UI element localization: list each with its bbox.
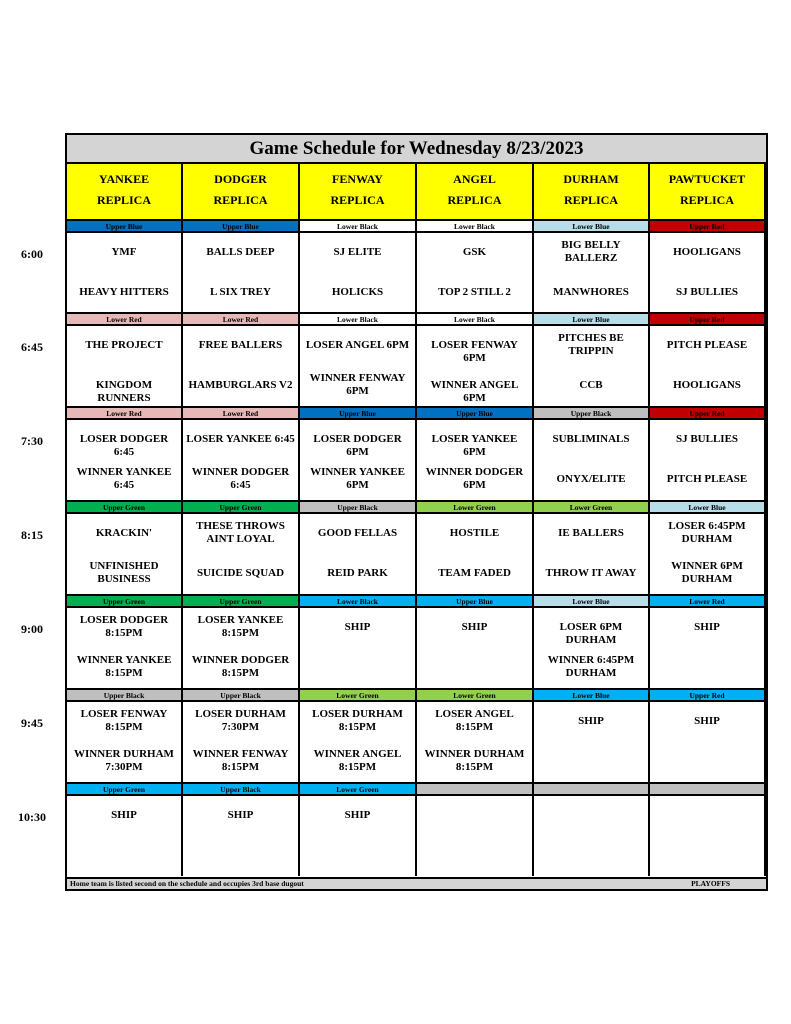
game-cell [417,702,534,782]
column-header [183,164,300,219]
team-top: SUBLIMINALS [552,433,630,445]
team-top: LOSER 6PM DURHAM [559,621,623,646]
field-label: Lower Red [650,594,766,608]
team-top: SHIP [344,621,371,633]
page-title: Game Schedule for Wednesday 8/23/2023 [67,135,766,164]
game-cell [534,514,650,594]
field-label: Upper Blue [417,594,534,608]
team-bottom: WINNER DODGER 8:15PM [191,654,290,679]
team-bottom: WINNER FENWAY 8:15PM [192,748,289,773]
team-bottom: PITCH PLEASE [666,473,748,485]
team-top: LOSER YANKEE 8:15PM [197,614,284,639]
field-label: Upper Blue [183,219,300,233]
field-label: Upper Blue [417,406,534,420]
team-bottom: SUICIDE SQUAD [196,567,285,579]
team-top: LOSER DURHAM 8:15PM [312,708,403,733]
game-cell [417,326,534,406]
game-cell [67,326,183,406]
footer-bar [67,877,766,889]
team-top: HOOLIGANS [673,246,741,258]
game-cell [300,702,417,782]
team-top: KRACKIN' [95,527,153,539]
field-label: Lower Red [183,312,300,326]
team-top: BIG BELLY BALLERZ [561,239,621,264]
game-cell [650,608,766,688]
game-cell [67,608,183,688]
field-label: Lower Green [300,782,417,796]
time-label: 10:30 [18,810,46,824]
footer-note: Home team is listed second on the schedule and occupies 3rd base dugout [70,879,304,888]
team-bottom: WINNER ANGEL 6PM [430,379,519,404]
game-cell [300,514,417,594]
team-top: THE PROJECT [85,339,163,351]
field-label: Upper Green [67,782,183,796]
team-top: SHIP [344,809,371,821]
team-bottom: MANWHORES [553,286,629,298]
team-top: HOSTILE [449,527,500,539]
team-top: LOSER YANKEE 6PM [431,433,518,458]
team-top: SJ BULLIES [675,433,739,445]
time-label: 6:00 [21,247,43,261]
team-bottom: KINGDOM RUNNERS [95,379,153,404]
column-header-sub: REPLICA [447,193,502,207]
team-top: GOOD FELLAS [317,527,398,539]
column-header-sub: REPLICA [96,193,151,207]
team-bottom: WINNER YANKEE 8:15PM [76,654,172,679]
field-label: Lower Black [417,219,534,233]
team-bottom: WINNER DODGER 6PM [425,466,524,491]
team-top: LOSER FENWAY 6PM [431,339,518,364]
team-bottom: TOP 2 STILL 2 [438,286,511,298]
field-label: Lower Green [417,500,534,514]
time-label: 9:00 [21,622,43,636]
game-cell [650,796,766,876]
team-bottom: WINNER 6:45PM DURHAM [547,654,635,679]
team-bottom: SJ BULLIES [675,286,739,298]
team-top: SHIP [227,809,254,821]
field-label [534,782,650,796]
team-bottom: REID PARK [327,567,388,579]
field-label: Lower Red [67,312,183,326]
game-cell [300,796,417,876]
field-label: Upper Blue [300,406,417,420]
team-top: PITCH PLEASE [666,339,748,351]
footer-playoffs: PLAYOFFS [691,879,730,888]
game-cell [183,514,300,594]
column-header-name: YANKEE [98,172,150,186]
field-label: Lower Green [417,688,534,702]
team-top: GSK [462,246,487,258]
column-header-name: FENWAY [332,172,383,186]
team-top: LOSER ANGEL 6PM [305,339,410,351]
game-cell [650,420,766,500]
team-bottom: CCB [579,379,603,391]
field-label: Lower Green [300,688,417,702]
team-bottom: WINNER DURHAM 8:15PM [424,748,525,773]
field-label: Lower Blue [534,688,650,702]
game-cell [534,608,650,688]
game-cell [183,796,300,876]
field-label [417,782,534,796]
team-top: LOSER DODGER 6:45 [79,433,169,458]
game-cell [183,420,300,500]
time-label: 7:30 [21,434,43,448]
team-top: LOSER YANKEE 6:45 [186,433,295,445]
field-label: Lower Green [534,500,650,514]
team-top: SJ ELITE [333,246,382,258]
field-label: Upper Black [300,500,417,514]
field-label: Upper Red [650,688,766,702]
game-cell [183,608,300,688]
field-label: Lower Blue [534,594,650,608]
field-label: Upper Green [183,500,300,514]
team-bottom: ONYX/ELITE [556,473,626,485]
column-header-name: PAWTUCKET [668,172,746,186]
field-label: Upper Black [183,782,300,796]
game-cell [67,796,183,876]
team-bottom: HOOLIGANS [673,379,741,391]
team-bottom: WINNER DODGER 6:45 [191,466,290,491]
column-header [534,164,650,219]
team-top: LOSER DODGER 8:15PM [79,614,169,639]
time-label: 6:45 [21,340,43,354]
field-label: Upper Black [67,688,183,702]
team-bottom: WINNER DURHAM 7:30PM [74,748,174,773]
field-label: Lower Black [417,312,534,326]
game-cell [417,796,534,876]
game-cell [300,233,417,313]
time-label: 9:45 [21,716,43,730]
field-label: Lower Black [300,312,417,326]
team-bottom: HEAVY HITTERS [79,286,169,298]
game-cell [534,233,650,313]
team-top: SHIP [578,715,604,727]
game-cell [300,420,417,500]
column-header [417,164,534,219]
game-cell [534,326,650,406]
column-header-sub: REPLICA [563,193,618,207]
team-top: SHIP [111,809,137,821]
column-header [300,164,417,219]
field-label: Upper Red [650,219,766,233]
team-bottom: WINNER FENWAY 6PM [309,372,406,397]
team-top: BALLS DEEP [206,246,275,258]
game-cell [650,326,766,406]
game-cell [67,420,183,500]
field-label: Lower Black [300,594,417,608]
game-cell [67,702,183,782]
team-bottom: WINNER ANGEL 8:15PM [313,748,402,773]
column-header-name: ANGEL [453,172,496,186]
column-header [67,164,183,219]
game-cell [183,702,300,782]
field-label: Upper Blue [67,219,183,233]
field-label: Lower Black [300,219,417,233]
team-top: LOSER FENWAY 8:15PM [80,708,168,733]
team-bottom: HOLICKS [331,286,384,298]
column-header-name: DURHAM [563,172,619,186]
game-cell [183,233,300,313]
time-label: 8:15 [21,528,43,542]
team-bottom: WINNER YANKEE 6:45 [76,466,172,491]
game-cell [417,608,534,688]
game-cell [183,326,300,406]
column-header-name: DODGER [214,172,267,186]
team-top: IE BALLERS [558,527,624,539]
column-header-sub: REPLICA [330,193,385,207]
team-bottom: L SIX TREY [210,286,271,298]
game-cell [417,514,534,594]
column-header-sub: REPLICA [679,193,734,207]
game-cell [417,420,534,500]
team-top: LOSER DODGER 6PM [313,433,402,458]
game-cell [650,233,766,313]
field-label: Lower Blue [534,312,650,326]
field-label: Upper Black [183,688,300,702]
field-label: Lower Red [183,406,300,420]
team-top: FREE BALLERS [198,339,283,351]
column-header-sub: REPLICA [213,193,268,207]
field-label: Lower Blue [534,219,650,233]
game-cell [67,233,183,313]
field-label: Lower Red [67,406,183,420]
team-top: LOSER ANGEL 8:15PM [435,708,514,733]
field-label: Upper Red [650,406,766,420]
team-bottom: THROW IT AWAY [545,567,637,579]
game-cell [534,420,650,500]
game-cell [650,702,766,782]
team-top: LOSER DURHAM 7:30PM [195,708,286,733]
column-header [650,164,766,219]
team-bottom: WINNER 6PM DURHAM [671,560,743,585]
game-cell [534,702,650,782]
team-top: PITCHES BE TRIPPIN [558,332,624,357]
team-bottom: TEAM FADED [438,567,511,579]
game-cell [67,514,183,594]
team-bottom: WINNER YANKEE 6PM [310,466,405,491]
field-label: Lower Blue [650,500,766,514]
team-top: SHIP [694,621,720,633]
field-label: Upper Red [650,312,766,326]
game-cell [300,326,417,406]
game-cell [300,608,417,688]
field-label [650,782,766,796]
field-label: Upper Green [67,594,183,608]
team-top: SHIP [461,621,488,633]
team-top: THESE THROWS AINT LOYAL [196,520,285,545]
game-cell [417,233,534,313]
field-label: Upper Green [67,500,183,514]
team-top: SHIP [694,715,720,727]
game-cell [534,796,650,876]
field-label: Upper Black [534,406,650,420]
team-top: YMF [111,246,137,258]
team-bottom: UNFINISHED BUSINESS [89,560,159,585]
team-bottom: HAMBURGLARS V2 [188,379,293,391]
field-label: Upper Green [183,594,300,608]
game-cell [650,514,766,594]
team-top: LOSER 6:45PM DURHAM [668,520,746,545]
